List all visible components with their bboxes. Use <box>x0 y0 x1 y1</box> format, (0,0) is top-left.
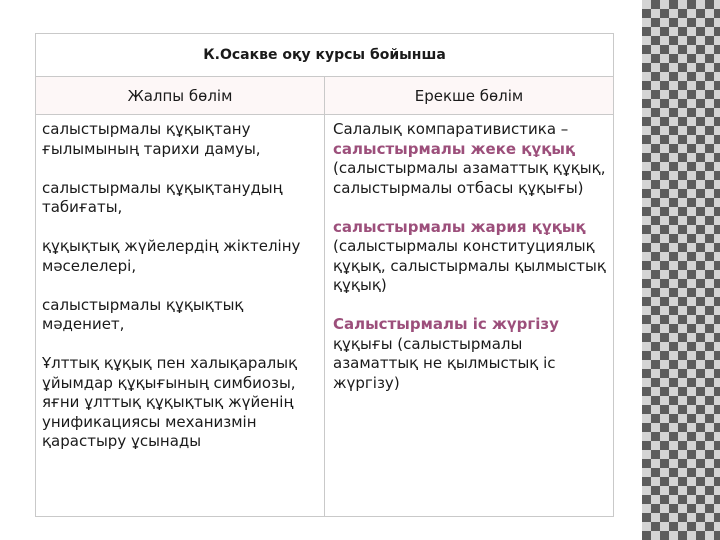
special-item-highlight: Салыстырмалы іс жүргізу <box>333 315 559 333</box>
general-part-cell <box>36 115 325 517</box>
special-item-rest: құқығы (салыстырмалы азаматтық не қылмыстық іс жүргізу) <box>333 334 556 392</box>
special-item-highlight: салыстырмалы жария құқық <box>333 217 586 236</box>
special-item <box>333 120 607 198</box>
special-item-prefix: Салалық компаративистика – <box>333 120 569 138</box>
general-item: салыстырмалы құқықтану ғылымының тарихи дамуы, <box>42 120 261 158</box>
special-item-highlight: салыстырмалы жеке құқық <box>333 139 576 158</box>
general-item: салыстырмалы құқықтық мәдениет, <box>42 295 244 333</box>
general-item: құқықтық жүйелердің жіктеліну мәселелері, <box>42 237 301 275</box>
special-item <box>333 315 607 393</box>
general-item: Ұлттық құқық пен халықаралық ұйымдар құқығының симбиозы, яғни ұлттық құқықтық жүйенің унификациясы механизмін қарастыру ұсынады <box>42 354 298 450</box>
special-item-rest: (салыстырмалы конституциялық құқық, салыстырмалы қылмыстық құқық) <box>333 237 606 294</box>
special-item <box>333 218 607 296</box>
general-item: салыстырмалы құқықтанудың табиғаты, <box>42 178 283 216</box>
column-header-special: Ерекше бөлім <box>325 77 614 115</box>
comparison-table <box>35 33 614 517</box>
special-part-cell <box>325 115 614 517</box>
special-item-rest: (салыстырмалы азаматтық құқық, салыстырмалы отбасы құқығы) <box>333 159 606 197</box>
table-title: К.Осакве оқу курсы бойынша <box>36 34 614 77</box>
column-header-general: Жалпы бөлім <box>36 77 325 115</box>
decorative-pattern-strip <box>642 0 720 540</box>
